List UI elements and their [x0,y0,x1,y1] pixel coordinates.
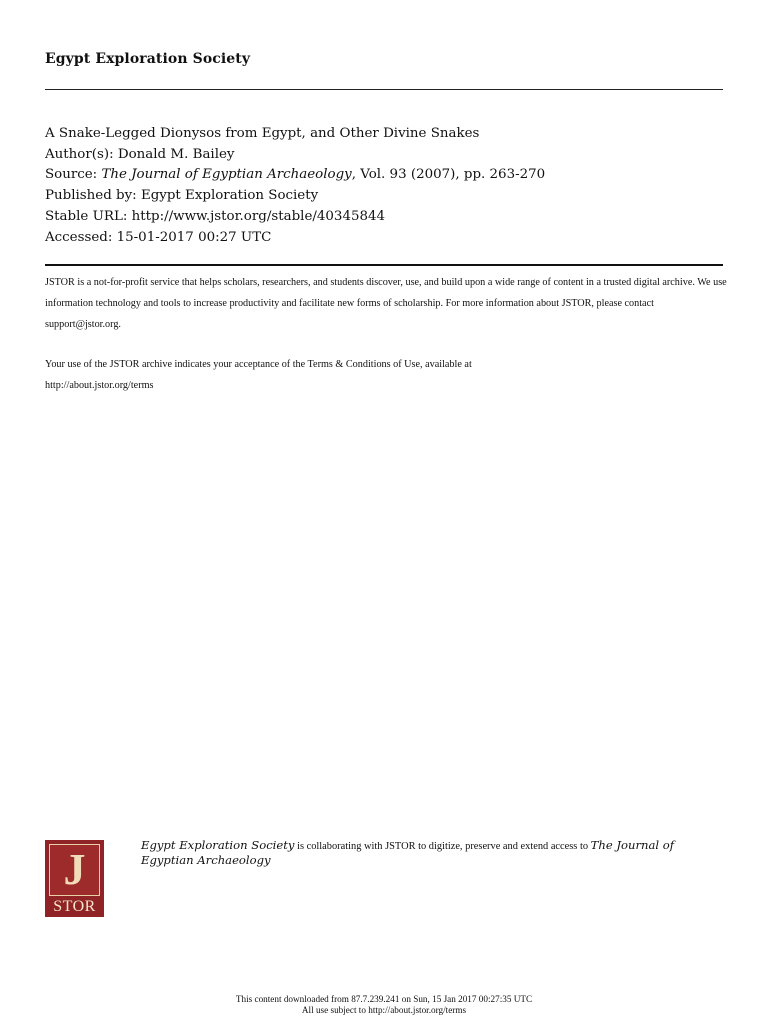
terms-line: Your use of the JSTOR archive indicates your acceptance of the Terms & Conditions of Use, available at [45,359,472,371]
author-label: Author(s): [45,146,118,162]
jstor-logo-letter: J [63,845,86,894]
jstor-description: JSTOR is a not-for-profit service that helps scholars, researchers, and students discover, use, and build upon a wide range of content in a trusted digital archive. We use information technology and tools to increase productivity and facilitate new forms of scholarship. For more information about JSTOR, please contact support@jstor.org. [45,277,727,330]
article-title: A Snake-Legged Dionysos from Egypt, and Other Divine Snakes [45,126,480,141]
author-line [45,145,545,166]
source-label: Source: [45,167,102,183]
source-journal: The Journal of Egyptian Archaeology [101,167,352,183]
footer-download-info: This content downloaded from 87.7.239.241 on Sun, 15 Jan 2017 00:27:35 UTC [235,994,533,1004]
accessed-date: 15-01-2017 00:27 UTC [116,229,272,245]
article-metadata [45,124,545,248]
accessed-label: Accessed: [45,229,117,245]
source-details: , Vol. 93 (2007), pp. 263-270 [351,167,546,183]
publisher-name: Egypt Exploration Society [45,51,251,67]
jstor-logo [45,840,104,917]
header-divider [45,89,723,90]
terms-link[interactable]: http://about.jstor.org/terms [45,380,154,392]
jstor-logo-text: STOR [53,898,96,915]
stable-url-link[interactable]: http://www.jstor.org/stable/40345844 [131,208,386,224]
jstor-notice [45,273,730,397]
author-name: Donald M. Bailey [117,146,235,162]
notice-divider [45,264,723,266]
published-line [45,186,545,207]
source-line [45,165,545,186]
stable-url-line [45,207,545,228]
collaboration-text: is collaborating with JSTOR to digitize, preserve and extend access to [294,841,591,852]
published-label: Published by: [45,188,141,204]
collaboration-publisher: Egypt Exploration Society [141,838,295,852]
footer-terms: All use subject to http://about.jstor.org/terms [301,1004,467,1015]
download-footer [0,994,768,1015]
published-by: Egypt Exploration Society [140,188,319,204]
collaboration-statement [141,839,681,868]
collaboration-journal: The Journal of Egyptian Archaeology [141,838,675,867]
accessed-line [45,228,545,249]
stable-url-label: Stable URL: [45,208,132,224]
jstor-logo-emblem [49,844,100,896]
